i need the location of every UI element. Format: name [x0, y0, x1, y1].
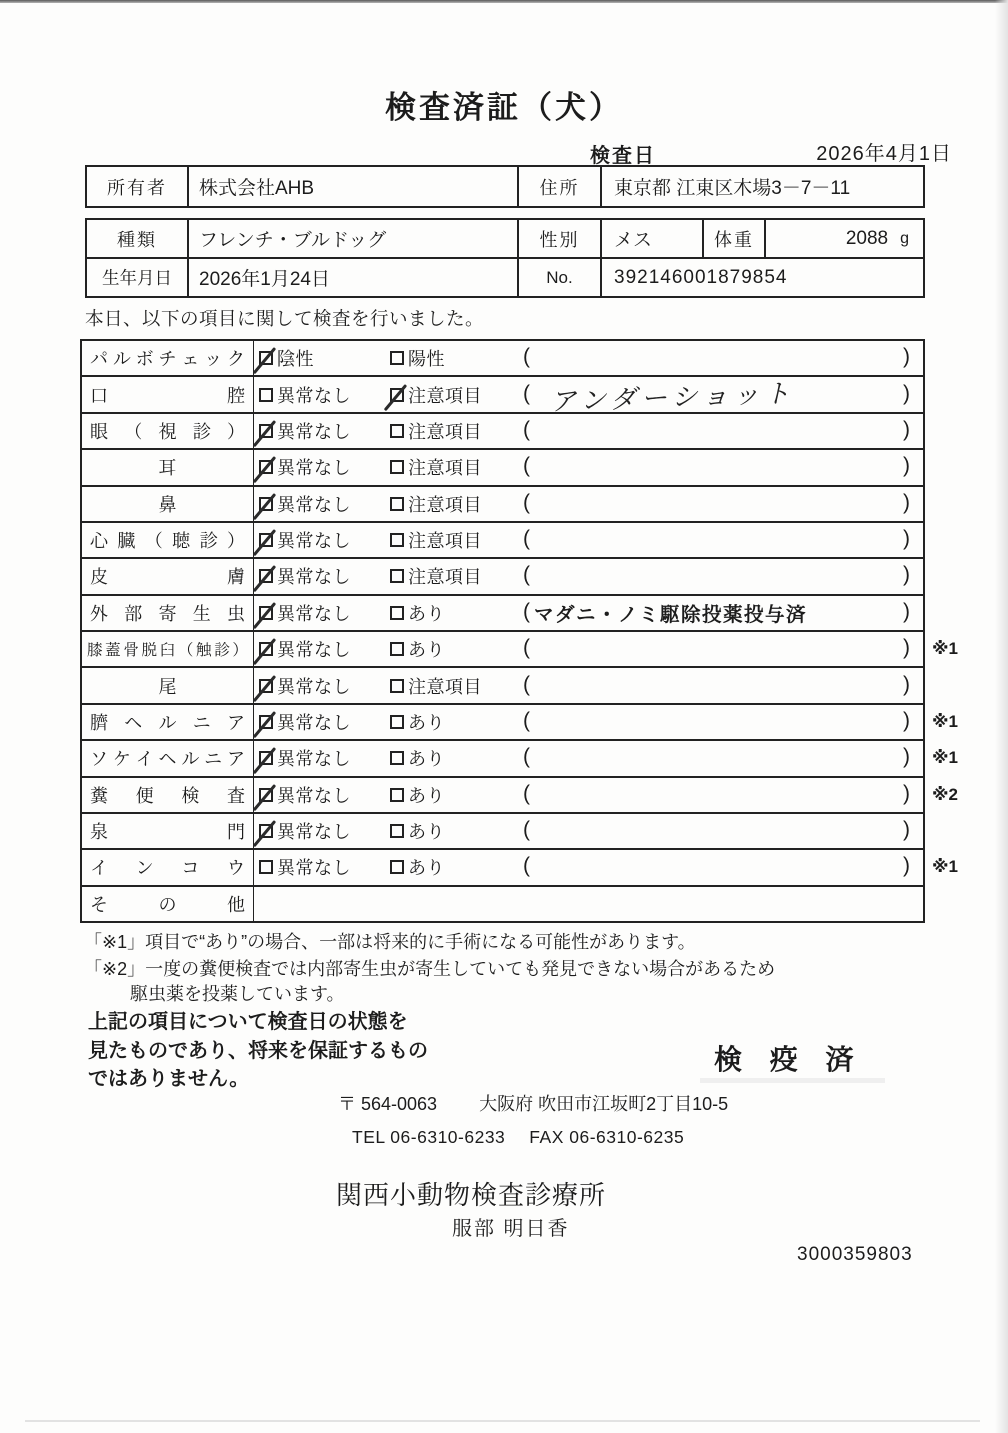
checklist-row: [82, 375, 923, 418]
label-char: 便: [135, 785, 154, 806]
checklist-row-label: 鼻: [82, 487, 254, 521]
checklist-option: [259, 382, 351, 408]
checklist-option-label: 異常なし: [277, 822, 351, 843]
checklist-row-label: 耳: [82, 450, 254, 484]
serial-number: 3000359803: [797, 1244, 913, 1265]
checkbox-unchecked: [390, 351, 404, 365]
checklist-option: [259, 527, 351, 553]
checklist-row: [82, 666, 923, 702]
checklist-option: [390, 636, 445, 662]
label-char: 査: [226, 785, 245, 806]
checklist-option-label: 異常なし: [277, 385, 351, 406]
clinic-address: 大阪府 吹田市江坂町2丁目10-5: [479, 1094, 729, 1114]
checklist-row-label: [82, 814, 254, 848]
paren-close: ): [903, 344, 910, 368]
label-char: 心: [90, 531, 108, 552]
paren-open: (: [523, 781, 530, 805]
checklist-option: [259, 600, 351, 626]
checkbox-unchecked: [259, 860, 273, 874]
paren-close: ): [903, 708, 910, 732]
checklist-option: [390, 818, 445, 844]
label-char: ウ: [226, 858, 245, 879]
label-char: ボ: [135, 349, 154, 370]
checklist-row-label: [82, 778, 254, 812]
handwritten-check-mark: [253, 638, 276, 665]
paren-close: ): [903, 672, 910, 696]
label-char: ）: [227, 421, 245, 442]
label-char: 触: [196, 642, 212, 660]
document-title: 検査済証（犬）: [385, 90, 623, 125]
checkbox-checked: [259, 642, 273, 656]
checklist-row-body: [254, 559, 923, 593]
reference-note-mark: ※2: [932, 784, 958, 804]
label-char: ）: [226, 531, 245, 552]
checklist-row-body: [254, 596, 923, 630]
label-char: 糞: [90, 785, 108, 806]
address-value: 東京都 江東区木場3－7－11: [600, 167, 923, 206]
label-char: ヘ: [124, 712, 143, 733]
checkbox-checked: [259, 497, 273, 511]
label-char: ニ: [204, 749, 223, 770]
checklist-option: [390, 563, 482, 589]
birthdate-value: 2026年1月24日: [187, 259, 517, 296]
paren-open: (: [523, 817, 530, 841]
checklist-option: [390, 382, 482, 408]
label-char: ク: [226, 349, 245, 370]
label-char: （: [144, 531, 163, 552]
footnote-2-line1: 「※2」一度の糞便検査では内部寄生虫が寄生していても発見できない場合があるため: [84, 959, 776, 979]
checkbox-unchecked: [390, 424, 404, 438]
label-char: 外: [90, 603, 108, 624]
examiner-name: 服部 明日香: [452, 1218, 570, 1240]
checklist-row-body: [254, 632, 923, 666]
label-char: 診: [214, 642, 230, 660]
paren-close: ): [903, 817, 910, 841]
disclaimer-line-1: 上記の項目について検査日の状態を: [88, 1011, 408, 1033]
checkbox-unchecked: [259, 388, 273, 402]
handwritten-remark: アンダーショット: [549, 378, 796, 418]
label-char: イ: [135, 749, 154, 770]
checklist-option-label: 注意項目: [408, 458, 482, 479]
checklist-row-label: [82, 414, 254, 448]
checklist-option: [259, 709, 351, 735]
label-char: 部: [124, 603, 143, 624]
checkbox-checked: [259, 569, 273, 583]
label-char: 皮: [90, 567, 108, 588]
paren-close: ): [903, 454, 910, 478]
paren-open: (: [523, 599, 530, 623]
checklist-option-label: 陰性: [277, 349, 314, 370]
paren-open: (: [523, 417, 530, 441]
checklist-option-label: 異常なし: [277, 712, 351, 733]
disclaimer-line-2: 見たものであり、将来を保証するもの: [88, 1039, 428, 1062]
scan-artifact-bottom-line: [25, 1420, 980, 1422]
label-char: 蓋: [105, 642, 121, 660]
checklist-row: [82, 557, 923, 593]
owner-table: [85, 165, 925, 208]
handwritten-check-mark: [384, 384, 407, 411]
checklist-row-body: [254, 414, 923, 448]
paren-close: ): [903, 635, 910, 659]
checklist-option-label: 異常なし: [277, 531, 351, 552]
paren-open: (: [523, 635, 530, 659]
handwritten-check-mark: [253, 529, 276, 556]
checkbox-unchecked: [390, 788, 404, 802]
checklist-option-label: あり: [408, 749, 445, 770]
label-char: ケ: [112, 749, 131, 770]
checkbox-unchecked: [390, 715, 404, 729]
checklist-row-label: [82, 523, 254, 557]
reference-note-mark: ※1: [932, 857, 958, 877]
checklist-row-body: [254, 850, 923, 884]
checkbox-unchecked: [390, 497, 404, 511]
label-char: チ: [158, 349, 177, 370]
label-char: 視: [158, 421, 177, 442]
checklist-row-label: [82, 377, 254, 411]
label-char: （: [177, 642, 194, 660]
label-char: ェ: [181, 349, 200, 370]
handwritten-check-mark: [253, 456, 276, 483]
weight-unit: g: [900, 229, 909, 247]
checklist-option-label: 異常なし: [277, 749, 351, 770]
checklist-row-body: [254, 450, 923, 484]
paren-open: (: [523, 563, 530, 587]
paren-close: ): [903, 854, 910, 878]
label-char: 検: [181, 785, 200, 806]
disclaimer-line-3: ではありません。: [88, 1068, 250, 1090]
paren-close: ): [903, 745, 910, 769]
checklist-option: [259, 345, 314, 371]
label-char: ッ: [204, 349, 223, 370]
checklist-option-label: 異常なし: [277, 567, 351, 588]
checkbox-unchecked: [390, 460, 404, 474]
weight-label: 体重: [702, 220, 764, 257]
checklist-option: [259, 636, 351, 662]
checklist-row: [82, 885, 923, 921]
checklist-row-body: [254, 341, 923, 375]
checkbox-unchecked: [390, 751, 404, 765]
checklist-option: [390, 782, 445, 808]
paren-close: ): [903, 781, 910, 805]
checklist-option: [390, 454, 482, 480]
checklist-row: [82, 341, 923, 375]
label-char: （: [124, 421, 143, 442]
checklist-option: [390, 709, 445, 735]
checklist-option-label: 異常なし: [277, 458, 351, 479]
checklist-option-label: 異常なし: [277, 640, 351, 661]
paren-close: ): [903, 381, 910, 405]
checklist-option-label: 注意項目: [408, 567, 482, 588]
checklist-row-body: [254, 668, 923, 702]
checkbox-checked: [259, 351, 273, 365]
checklist-option: [390, 854, 445, 880]
clinic-postal-code: 〒 564-0063: [338, 1094, 438, 1114]
label-char: パ: [90, 349, 108, 370]
checkbox-checked: [259, 533, 273, 547]
checklist-row-label: [82, 705, 254, 739]
paren-open: (: [523, 745, 530, 769]
handwritten-check-mark: [253, 493, 276, 520]
scan-artifact-smudge: [700, 1078, 885, 1083]
paren-close: ): [903, 417, 910, 441]
label-char: 泉: [90, 822, 108, 843]
label-char: ル: [112, 349, 131, 370]
checklist-row: [82, 703, 958, 739]
checklist-row: [82, 594, 923, 630]
handwritten-check-mark: [253, 347, 276, 374]
checklist-option: [259, 563, 351, 589]
clinic-phone-line: [352, 1127, 684, 1148]
label-char: 寄: [158, 603, 177, 624]
checkbox-checked: [259, 606, 273, 620]
label-char: ヘ: [158, 749, 177, 770]
footnote-1: 「※1」項目で“あり”の場合、一部は将来的に手術になる可能性があります。: [84, 932, 696, 952]
reference-note-mark: ※1: [932, 748, 958, 768]
checkbox-checked: [259, 824, 273, 838]
paren-open: (: [523, 344, 530, 368]
label-char: 骨: [123, 642, 139, 660]
label-char: 聴: [172, 531, 191, 552]
checklist-option-label: 異常なし: [277, 785, 351, 806]
label-char: 脱: [141, 642, 158, 660]
checklist-option-label: あり: [408, 822, 445, 843]
inspection-date-label: 検査日: [590, 145, 656, 167]
breed-label: 種類: [117, 229, 157, 250]
label-char: イ: [90, 858, 108, 879]
handwritten-check-mark: [253, 675, 276, 702]
scan-artifact-top-edge: [0, 0, 1008, 3]
paren-open: (: [523, 708, 530, 732]
checklist-option: [390, 345, 445, 371]
checklist-row-label: [82, 850, 254, 884]
label-char: 他: [227, 894, 245, 915]
checklist-row: [82, 848, 958, 884]
paren-close: ): [903, 526, 910, 550]
owner-label: 所有者: [107, 177, 167, 198]
label-char: ア: [227, 712, 245, 733]
checklist-option: [390, 527, 482, 553]
label-char: 口: [90, 385, 108, 406]
checklist-option-label: 注意項目: [408, 676, 482, 697]
checklist-row-label: [82, 596, 254, 630]
handwritten-check-mark: [253, 565, 276, 592]
paren-open: (: [523, 490, 530, 514]
handwritten-check-mark: [253, 820, 276, 847]
checklist-option-label: 陽性: [408, 349, 445, 370]
paren-close: ): [903, 563, 910, 587]
paren-open: (: [523, 672, 530, 696]
checkbox-unchecked: [390, 569, 404, 583]
label-char: そ: [90, 894, 108, 915]
label-char: 膚: [227, 567, 245, 588]
checklist-option-label: 異常なし: [277, 858, 351, 879]
reference-note-mark: ※1: [932, 711, 958, 731]
label-char: 膝: [87, 642, 103, 660]
checklist-table: [80, 339, 958, 923]
checkbox-checked: [259, 424, 273, 438]
checklist-option: [390, 600, 445, 626]
weight-number: 2088: [845, 227, 889, 249]
sex-value: メス: [600, 220, 702, 257]
handwritten-check-mark: [253, 602, 276, 629]
checklist-row-body: [254, 487, 923, 521]
checklist-option-label: 異常なし: [277, 421, 351, 442]
owner-value: 株式会社AHB: [187, 167, 517, 206]
checklist-option-label: あり: [408, 858, 445, 879]
checkbox-unchecked: [390, 642, 404, 656]
disclaimer-text: [88, 1008, 428, 1094]
label-char: 生: [192, 603, 211, 624]
checklist-option-label: あり: [408, 603, 445, 624]
checklist-row-label: [82, 341, 254, 375]
checkbox-unchecked: [390, 860, 404, 874]
checklist-option: [259, 673, 351, 699]
checklist-option: [259, 491, 351, 517]
handwritten-check-mark: [253, 420, 276, 447]
owner-table-row: [87, 167, 923, 206]
checklist-option: [390, 491, 482, 517]
paren-close: ): [903, 599, 910, 623]
checkbox-unchecked: [390, 679, 404, 693]
reference-note-mark: ※1: [932, 639, 958, 659]
address-label: 住所: [517, 167, 600, 206]
footnote-2-line2: 駆虫薬を投薬しています。: [130, 984, 345, 1004]
checklist-row-body: [254, 377, 923, 418]
label-char: ル: [181, 749, 200, 770]
paren-close: ): [903, 490, 910, 514]
checklist-row-body: [254, 778, 923, 812]
checklist-option: [390, 745, 445, 771]
info-table-row-2: [87, 257, 923, 296]
paren-open: (: [523, 454, 530, 478]
checklist-row: [82, 739, 958, 775]
checklist-row-body: [254, 741, 923, 775]
paren-open: (: [523, 854, 530, 878]
checklist-row: [82, 812, 923, 848]
checkbox-checked: [259, 460, 273, 474]
checklist-option: [390, 673, 482, 699]
checklist-option-label: 異常なし: [277, 494, 351, 515]
handwritten-check-mark: [253, 784, 276, 811]
clinic-fax: FAX 06-6310-6235: [529, 1127, 685, 1147]
checklist-option-label: 注意項目: [408, 494, 482, 515]
label-char: ア: [226, 749, 245, 770]
label-char: ニ: [192, 712, 211, 733]
checklist-row-body: [254, 523, 923, 557]
info-table-row-1: [87, 220, 923, 257]
weight-value: [764, 220, 923, 257]
checklist-row: [82, 776, 958, 812]
checkbox-checked: [390, 388, 404, 402]
paren-open: (: [523, 526, 530, 550]
label-char: 臼: [159, 642, 176, 660]
checkbox-checked: [259, 751, 273, 765]
checklist-option: [259, 745, 351, 771]
checklist-row-body: [254, 814, 923, 848]
birthdate-label: 生年月日: [102, 268, 172, 288]
checklist-row-body: [254, 705, 923, 739]
checkbox-unchecked: [390, 606, 404, 620]
checklist-row-label: [82, 741, 254, 775]
no-value: 392146001879854: [600, 259, 923, 296]
label-char: 虫: [227, 603, 245, 624]
checkbox-checked: [259, 715, 273, 729]
checklist-option: [259, 818, 351, 844]
checklist-option: [390, 418, 482, 444]
printed-remark: マダニ・ノミ駆除投薬投与済: [534, 603, 808, 626]
label-char: ル: [158, 712, 177, 733]
scan-artifact-right-edge: [995, 0, 1008, 1433]
no-label: No.: [517, 259, 600, 296]
checklist-option-label: 注意項目: [408, 531, 482, 552]
label-char: 診: [199, 531, 218, 552]
checklist-option-label: 異常なし: [277, 603, 351, 624]
label-char: コ: [181, 858, 200, 879]
checklist-row: [82, 412, 923, 448]
breed-value: フレンチ・ブルドッグ: [187, 220, 517, 257]
checkbox-unchecked: [390, 824, 404, 838]
clinic-name: 関西小動物検査診療所: [336, 1180, 607, 1210]
checkbox-unchecked: [390, 533, 404, 547]
checklist-row: [82, 521, 923, 557]
label-char: ソ: [90, 749, 108, 770]
label-char: の: [158, 894, 177, 915]
checklist-option-label: 異常なし: [277, 676, 351, 697]
checklist-option-label: 注意項目: [408, 421, 482, 442]
checklist-row-body: [254, 887, 923, 921]
paren-open: (: [523, 381, 530, 405]
checklist-option: [259, 454, 351, 480]
quarantine-passed-stamp: 検 疫 済: [714, 1044, 864, 1075]
checklist-option-label: あり: [408, 712, 445, 733]
clinic-tel: TEL 06-6310-6233: [352, 1127, 506, 1147]
checklist-row: [82, 485, 923, 521]
label-char: ン: [135, 858, 154, 879]
handwritten-check-mark: [253, 711, 276, 738]
inspection-date-value: 2026年4月1日: [816, 143, 952, 165]
checklist-option: [259, 418, 351, 444]
checklist-row: [82, 448, 923, 484]
label-char: 眼: [90, 421, 108, 442]
label-char: 門: [227, 822, 245, 843]
intro-sentence: 本日、以下の項目に関して検査を行いました。: [85, 308, 485, 329]
checklist-option-label: あり: [408, 785, 445, 806]
sex-label: 性別: [517, 220, 600, 257]
checkbox-checked: [259, 679, 273, 693]
label-char: 臓: [117, 531, 136, 552]
checklist-row-label: [82, 632, 254, 666]
label-char: 診: [192, 421, 211, 442]
clinic-address-line: [338, 1090, 728, 1116]
checklist-option: [259, 854, 351, 880]
animal-info-table: [85, 218, 925, 298]
checklist-option: [259, 782, 351, 808]
label-char: 腔: [227, 385, 245, 406]
checkbox-checked: [259, 788, 273, 802]
checklist-option-label: 注意項目: [408, 385, 482, 406]
handwritten-check-mark: [253, 747, 276, 774]
checklist-row-label: [82, 559, 254, 593]
label-char: ）: [232, 642, 248, 660]
checklist-row: [82, 630, 958, 666]
checklist-row-label: 尾: [82, 668, 254, 702]
label-char: 臍: [90, 712, 108, 733]
checklist-row-label: [82, 887, 254, 921]
checklist-option-label: あり: [408, 640, 445, 661]
